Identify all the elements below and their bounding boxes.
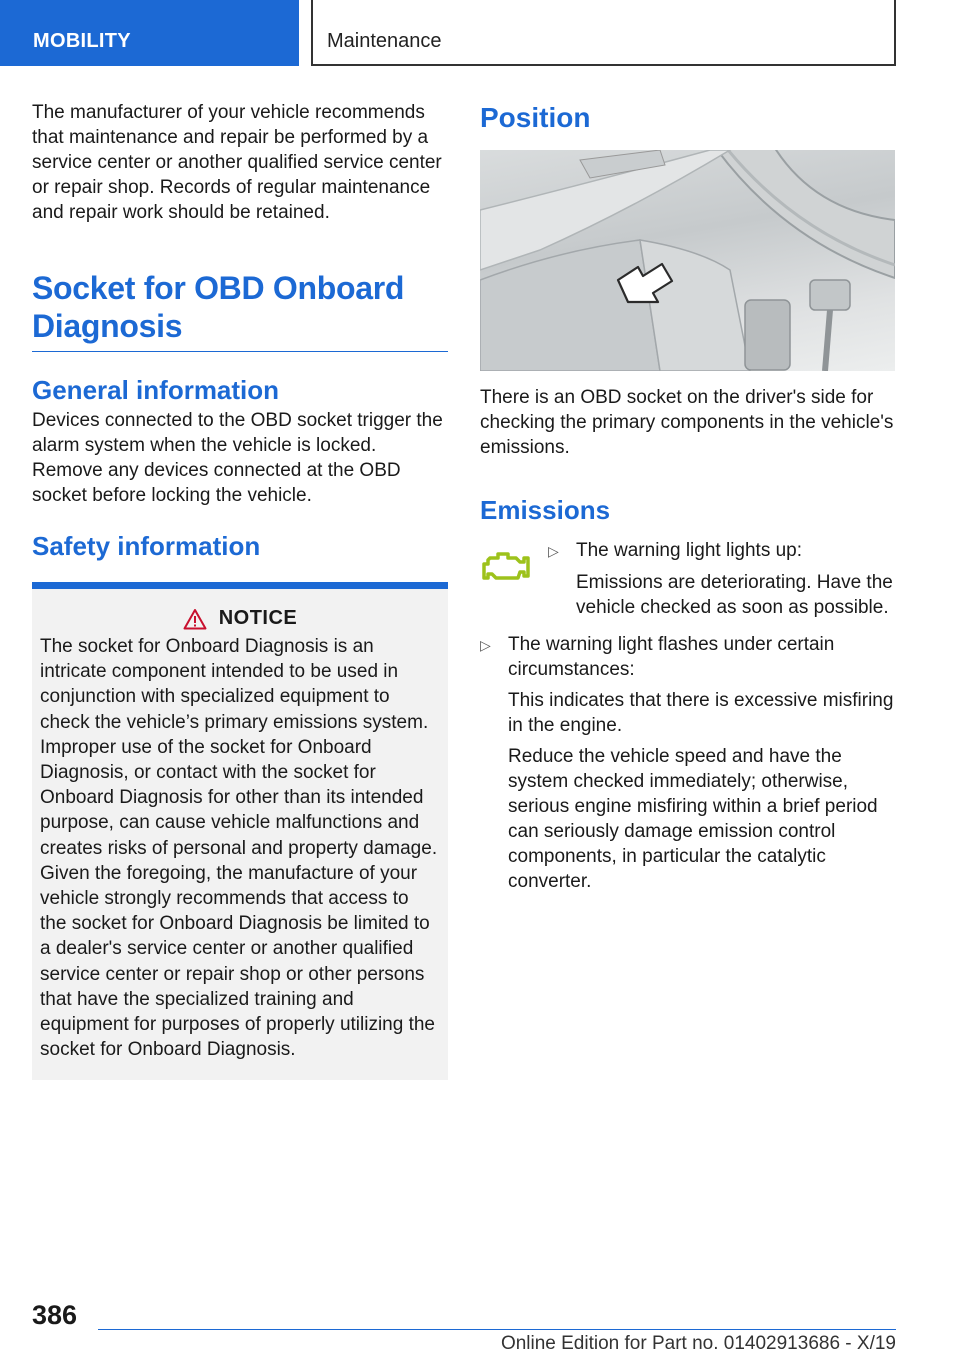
emissions-item-2-detail-2: Reduce the vehicle speed and have the system checked immediately; otherwise, serious engine misfiring within a brief period can seriously damage emission control components, in particular the catalytic converter. — [508, 746, 878, 892]
left-column — [32, 100, 448, 1080]
right-column — [480, 100, 896, 894]
list-item — [480, 632, 896, 894]
footwell-illustration — [480, 150, 895, 371]
intro-paragraph: The manufacturer of your vehicle recommends that maintenance and repair be performed by a service center or another qualified service center or repair shop. Records of regular maintenance and repair work should be retained. — [32, 102, 442, 223]
section-heading — [32, 269, 448, 352]
notice-text: The socket for Onboard Diagnosis is an intricate component intended to be used in conjunction with specialized equipment to check the vehicle’s primary emissions system. Improper use of the socket for Onboard Diagnosis, or contact with the socket for Onboard Diagnosis for other than its intended purpose, can cause vehicle malfunctions and creates risks of personal and property damage. Given the foregoing, the manufacture of your vehicle strongly recommends that access to the socket for Onboard Diagnosis be limited to a dealer's service center or another qualified service center or repair shop or other persons that have the specialized training and equipment for purposes of properly utilizing the socket for Onboard Diagnosis. — [40, 636, 438, 1061]
emissions-item-2-text: The warning light flashes under certain circumstances: — [508, 634, 835, 680]
triangle-right-icon: ▷ — [480, 637, 491, 653]
section-title-line-2: Diagnosis — [32, 308, 183, 344]
header-chapter-label: Maintenance — [327, 30, 442, 52]
check-engine-icon — [480, 538, 548, 620]
position-text: There is an OBD socket on the driver's side for checking the primary components in the vehicle's emissions. — [480, 387, 894, 458]
general-info-text: Devices connected to the OBD socket trigger the alarm system when the vehicle is locked. Remove any devices connected at the OBD socket before locking the vehicle. — [32, 410, 443, 506]
emissions-item-1-text: The warning light lights up: — [576, 540, 803, 561]
emissions-heading: Emissions — [480, 495, 611, 525]
triangle-right-icon: ▷ — [548, 543, 559, 559]
position-heading: Position — [480, 102, 591, 133]
list-item — [548, 538, 896, 564]
emissions-item-1 — [480, 538, 896, 620]
obd-socket-location-image — [480, 150, 895, 371]
emissions-item-2-detail: This indicates that there is excessive misfiring in the engine. — [508, 690, 894, 736]
footer-edition: Online Edition for Part no. 01402913686 - X/19 — [500, 1333, 896, 1354]
general-info-heading: General information — [32, 375, 280, 405]
notice-box — [32, 582, 448, 1080]
safety-info-heading: Safety information — [32, 531, 261, 561]
warning-triangle-icon — [183, 608, 207, 630]
page-number: 386 — [32, 1300, 78, 1330]
header-chapter-tab — [311, 0, 896, 66]
header-section-tab — [0, 0, 299, 66]
emissions-item-1-detail: Emissions are deteriorating. Have the vehicle checked as soon as possible. — [576, 572, 893, 618]
notice-header — [40, 607, 440, 630]
footer-divider — [98, 1329, 896, 1330]
header-section-label: MOBILITY — [33, 30, 131, 52]
section-title-line-1: Socket for OBD Onboard — [32, 270, 405, 306]
notice-label: NOTICE — [218, 607, 298, 629]
